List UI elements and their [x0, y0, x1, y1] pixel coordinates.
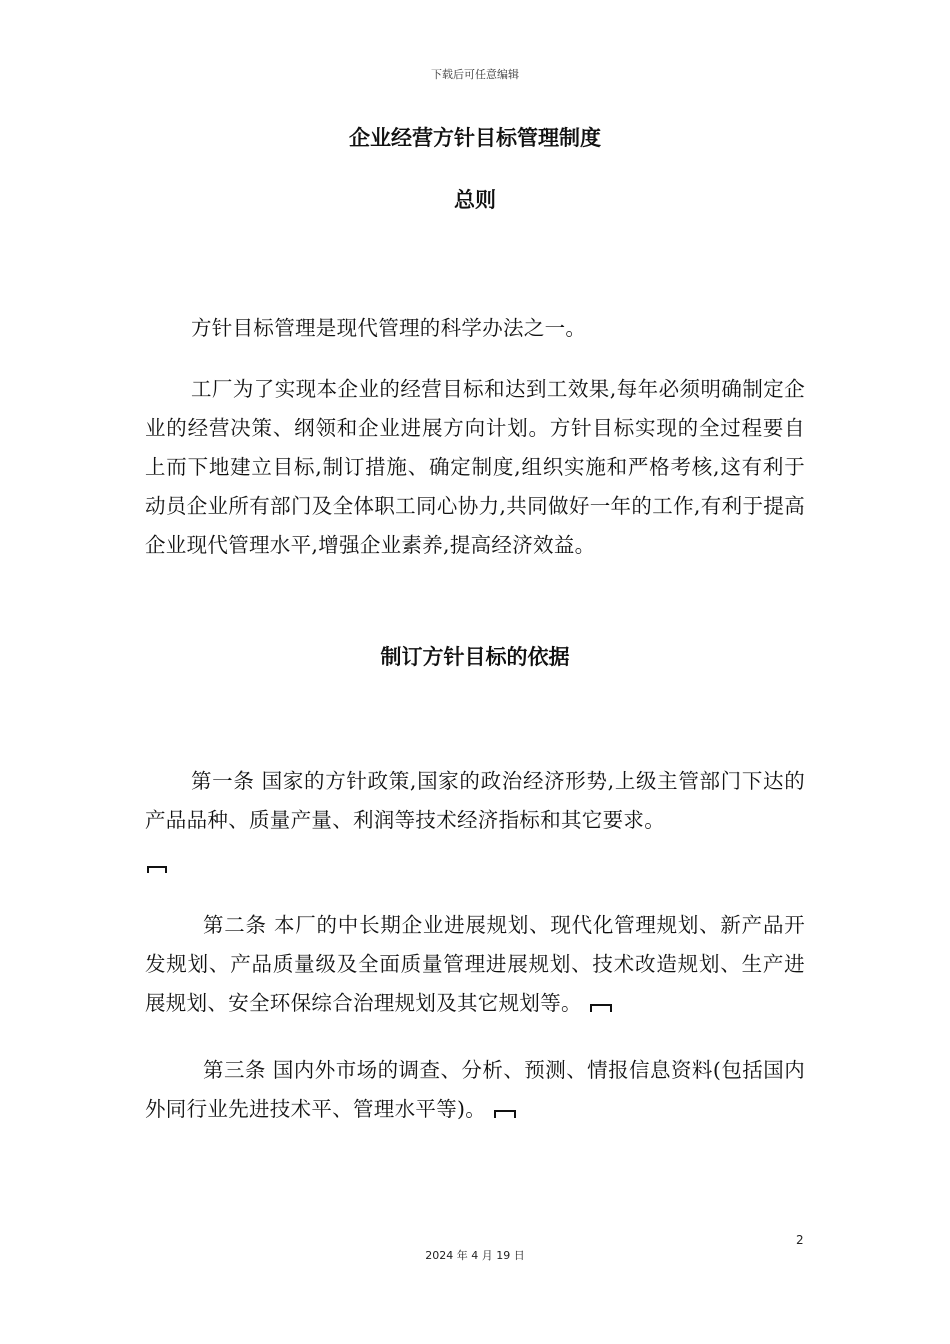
paragraph-purpose-text: 工厂为了实现本企业的经营目标和达到工效果,每年必须明确制定企业的经营决策、纲领和企业进展方向计划。方针目标实现的全过程要自上而下地建立目标,制订措施、确定制度,组织实施和严格考核,这有利于动员企业所有部门及全体职工同心协力,共同做好一年的工作,有利于提高企业现代管理水平,增强企业素养,提高经济效益。 — [145, 377, 805, 557]
article-3 — [145, 1051, 805, 1129]
article-1 — [145, 762, 805, 840]
footer-date: 2024 年 4 月 19 日 — [425, 1249, 525, 1262]
header-note: 下载后可任意编辑 — [431, 68, 519, 81]
article-2-text: 第二条 本厂的中长期企业进展规划、现代化管理规划、新产品开发规划、产品质量级及全面质量管理进展规划、技术改造规划、生产进展规划、安全环保综合治理规划及其它规划等。 — [145, 913, 805, 1015]
document-title: 企业经营方针目标管理制度 — [349, 126, 601, 150]
paragraph-intro — [145, 309, 805, 348]
article-1-text: 第一条 国家的方针政策,国家的政治经济形势,上级主管部门下达的产品品种、质量产量、利润等技术经济指标和其它要求。 — [145, 769, 805, 832]
page-number: 2 — [796, 1233, 804, 1247]
bracket-mark-icon — [147, 866, 167, 873]
article-3-text: 第三条 国内外市场的调查、分析、预测、情报信息资料(包括国内外同行业先进技术平、管理水平等)。 — [145, 1058, 805, 1121]
paragraph-intro-text: 方针目标管理是现代管理的科学办法之一。 — [191, 316, 587, 340]
section-heading-basis: 制订方针目标的依据 — [380, 645, 570, 669]
bracket-mark-icon — [590, 1004, 612, 1012]
paragraph-purpose — [145, 370, 805, 565]
section-heading-general: 总则 — [454, 188, 496, 212]
bracket-mark-icon — [494, 1110, 516, 1118]
article-2 — [145, 906, 805, 1023]
